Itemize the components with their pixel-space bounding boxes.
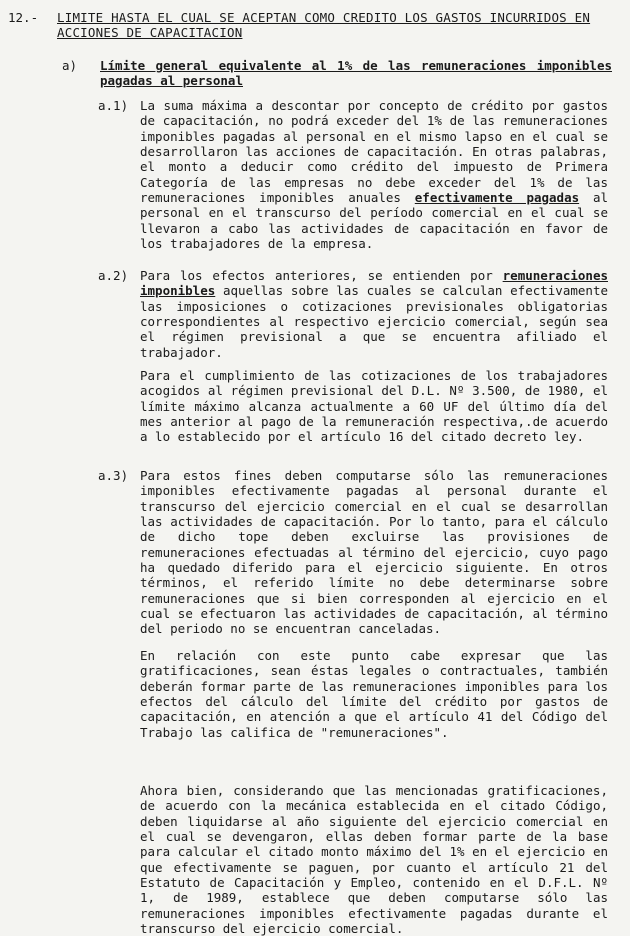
item-a2-emphasis: remuneraciones imponibles [140, 268, 608, 299]
subsection-label: a) [62, 58, 78, 73]
section-number: 12.- [8, 10, 39, 25]
section-title: LIMITE HASTA EL CUAL SE ACEPTAN COMO CREDITO LOS GASTOS INCURRIDOS EN ACCIONES DE CAPACITACION [57, 10, 591, 40]
item-a1-text-end: al personal en el transcurso del período comercial en el cual se llevaron a cabo las actividades de capacitación en favor de los trabajadores de la empresa. [140, 190, 609, 252]
item-a2-paragraph [140, 268, 608, 360]
item-a1-paragraph [140, 98, 608, 251]
item-a3-paragraph-2: En relación con este punto cabe expresar que las gratificaciones, sean éstas legales o contractuales, también deberán formar parte de las remuneraciones imponibles para los efectos del cálculo del límite del crédito por gastos de capacitación, en atención a que el artículo 41 del Código del Trabajo las califica de "remuneraciones". [140, 648, 608, 740]
subsection-title: Límite general equivalente al 1% de las remuneraciones imponibles pagadas al personal [100, 58, 612, 88]
item-a2-paragraph-2: Para el cumplimiento de las cotizaciones de los trabajadores acogidos al régimen previsional del D.L. Nº 3.500, de 1980, el límite máximo alcanza actualmente a 60 UF del último día del mes anterior al pago de la remuneración respectiva,.de acuerdo a lo establecido por el artículo 16 del citado decreto ley. [140, 368, 608, 445]
item-a2-text-end: aquellas sobre las cuales se calculan efectivamente las imposiciones o cotizaciones previsionales obligatorias correspondientes al respectivo ejercicio comercial, según sea el régimen previsional a que se encuentra afiliado el trabajador. [140, 283, 608, 360]
item-a1-label: a.1) [98, 98, 129, 113]
item-a1-emphasis: efectivamente pagadas [414, 190, 580, 206]
item-a3-label: a.3) [98, 468, 129, 483]
item-a3-paragraph-1: Para estos fines deben computarse sólo las remuneraciones imponibles efectivamente pagadas al personal durante el transcurso del ejercicio comercial en el cual se desarrollan las actividades de capacitación. Por lo tanto, para el cálculo de dicho tope deben excluirse las provisiones de remuneraciones efectuadas al término del ejercicio, cuyo pago ha quedado diferido para el ejercicio siguiente. En otros términos, el referido límite no debe determinarse sobre remuneraciones que si bien corresponden al ejercicio en el cual se efectuaron las actividades de capacitación, al término del periodo no se encuentran canceladas. [140, 468, 608, 637]
item-a2-label: a.2) [98, 268, 129, 283]
item-a3-paragraph-3: Ahora bien, considerando que las mencionadas gratificaciones, de acuerdo con la mecánica establecida en el citado Código, deben liquidarse al año siguiente del ejercicio comercial en el cual se devengaron, ellas deben formar parte de la base para calcular el citado monto máximo del 1% en el ejercicio en que efectivamente se paguen, por cuanto el artículo 21 del Estatuto de Capacitación y Empleo, contenido en el D.F.L. Nº 1, de 1989, establece que deben computarse sólo las remuneraciones imponibles efectivamente pagadas durante el transcurso del ejercicio comercial. [140, 783, 608, 936]
item-a1-text-start: La suma máxima a descontar por concepto de crédito por gastos de capacitación, no podrá exceder del 1% de las remuneraciones imponibles pagadas al personal en el mismo lapso en el cual se desarrollaron las acciones de capacitación. En otras palabras, el monto a deducir como crédito del impuesto de Primera Categoría de las empresas no debe exceder del 1% de las remuneraciones imponibles anuales [140, 98, 608, 206]
item-a2-text-start: Para los efectos anteriores, se entienden por [140, 268, 503, 283]
